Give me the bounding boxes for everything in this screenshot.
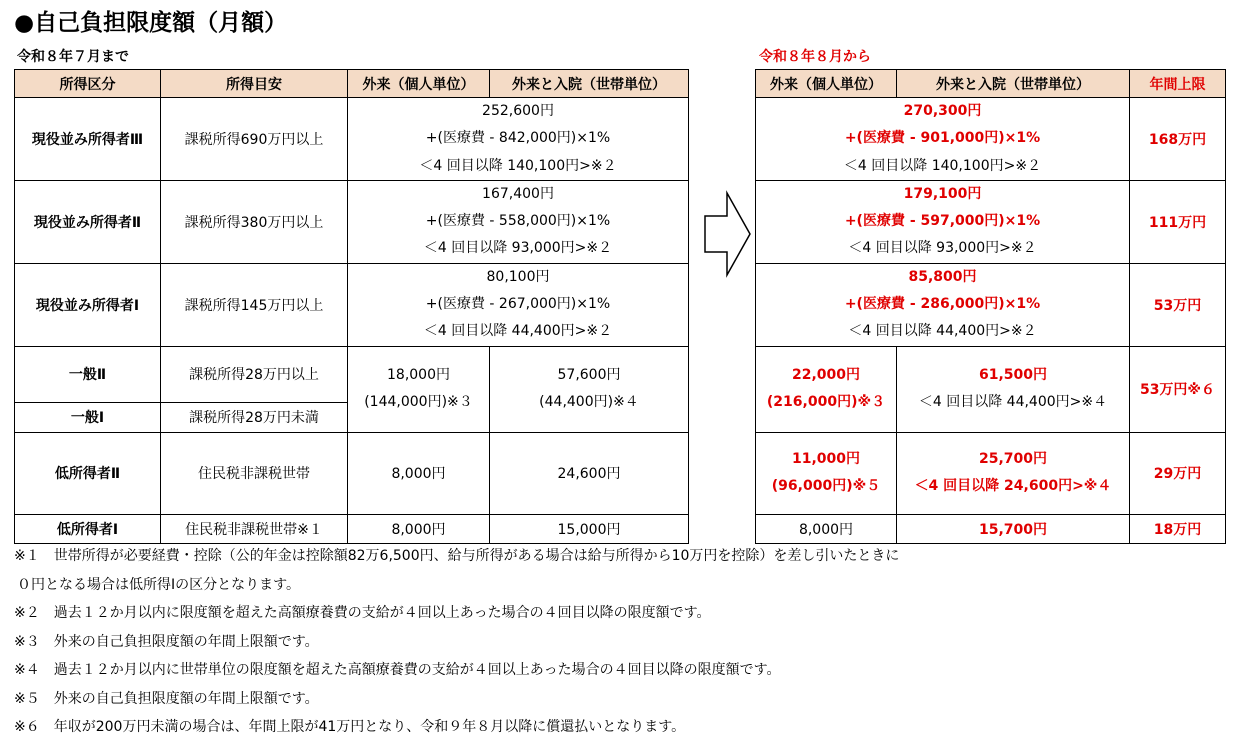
table-row (15, 180, 689, 263)
outpatient-annual: (144,000円)※３ (364, 394, 473, 411)
table-row (756, 514, 1226, 543)
limit-fourth: ＜4 回目以降 44,400円>※２ (848, 323, 1037, 340)
header-outpatient-individual: 外来（個人単位） (348, 70, 490, 98)
category-cell: 低所得者Ⅰ (15, 514, 161, 543)
right-period-label: 令和８年８月から (759, 49, 871, 65)
limit-formula: +(医療費 - 842,000円)×1% (425, 130, 611, 147)
outpatient-annual: (96,000円)※５ (771, 478, 881, 495)
outpatient-annual: (216,000円)※３ (766, 394, 886, 411)
income-cell: 住民税非課税世帯※１ (161, 514, 348, 543)
header-income-guide: 所得目安 (161, 70, 348, 98)
limit-cell (348, 180, 689, 263)
footnotes (14, 542, 1224, 742)
household-limit: 25,700円 (978, 450, 1048, 467)
limit-base: 85,800円 (908, 268, 977, 285)
footnote-1: ※１ 世帯所得が必要経費・控除（公的年金は控除額82万6,500円、給与所得がある場合は給与所得から10万円を控除）を差し引いたときに (14, 548, 900, 564)
footnote-1-cont: ０円となる場合は低所得Ⅰの区分となります。 (17, 576, 301, 593)
table-row (15, 346, 689, 402)
table-row (15, 514, 689, 543)
income-cell: 課税所得380万円以上 (161, 180, 348, 263)
household-cell (897, 346, 1130, 432)
right-arrow-icon (703, 190, 753, 278)
limit-formula: +(医療費 - 558,000円)×1% (425, 213, 611, 230)
household-cell: 15,700円 (897, 514, 1130, 543)
limit-base: 80,100円 (486, 268, 550, 285)
page-title: ●自己負担限度額（月額） (14, 10, 288, 36)
limit-fourth: ＜4 回目以降 93,000円>※２ (423, 240, 613, 257)
limit-cell (756, 98, 1130, 181)
footnote-2: ※２ 過去１２か月以内に限度額を超えた高額療養費の支給が４回以上あった場合の４回目以降の限度額です。 (14, 605, 711, 621)
category-cell: 一般Ⅰ (15, 402, 161, 432)
household-fourth: (44,400円)※４ (539, 394, 639, 411)
income-cell: 課税所得690万円以上 (161, 98, 348, 181)
income-cell: 住民税非課税世帯 (161, 432, 348, 514)
income-cell: 課税所得145万円以上 (161, 263, 348, 346)
category-cell: 現役並み所得者Ⅱ (15, 180, 161, 263)
household-limit: 57,600円 (557, 366, 621, 383)
annual-cap-cell: 111万円 (1130, 180, 1226, 263)
household-cell: 24,600円 (490, 432, 689, 514)
header-household: 外来と入院（世帯単位） (897, 70, 1130, 98)
outpatient-cell (756, 346, 897, 432)
limit-fourth: ＜4 回目以降 44,400円>※２ (423, 323, 613, 340)
outpatient-cell: 8,000円 (756, 514, 897, 543)
limit-base: 252,600円 (482, 103, 554, 119)
limit-base: 270,300円 (903, 103, 982, 119)
category-cell: 現役並み所得者Ⅰ (15, 263, 161, 346)
limit-cell (348, 263, 689, 346)
table-row (756, 98, 1226, 181)
left-limit-table (14, 69, 689, 544)
table-row (756, 263, 1226, 346)
household-cell: 15,000円 (490, 514, 689, 543)
outpatient-cell: 8,000円 (348, 432, 490, 514)
outpatient-cell: 8,000円 (348, 514, 490, 543)
limit-formula: +(医療費 - 901,000円)×1% (844, 130, 1041, 147)
outpatient-limit: 22,000円 (791, 366, 861, 383)
income-cell: 課税所得28万円未満 (161, 402, 348, 432)
limit-fourth: ＜4 回目以降 140,100円>※２ (419, 157, 617, 174)
category-cell: 現役並み所得者Ⅲ (15, 98, 161, 181)
household-cell (490, 346, 689, 432)
limit-fourth: ＜4 回目以降 140,100円>※２ (843, 157, 1042, 174)
limit-cell (756, 180, 1130, 263)
footnote-3: ※３ 外来の自己負担限度額の年間上限額です。 (14, 633, 319, 650)
annual-cap-cell: 29万円 (1130, 432, 1226, 514)
limit-formula: +(医療費 - 286,000円)×1% (844, 296, 1041, 313)
annual-cap-cell: 18万円 (1130, 514, 1226, 543)
header-household: 外来と入院（世帯単位） (490, 70, 689, 98)
table-row (756, 346, 1226, 432)
limit-formula: +(医療費 - 267,000円)×1% (425, 296, 611, 313)
limit-base: 179,100円 (903, 185, 982, 202)
outpatient-cell (348, 346, 490, 432)
limit-cell (756, 263, 1130, 346)
income-cell: 課税所得28万円以上 (161, 346, 348, 402)
footnote-5: ※５ 外来の自己負担限度額の年間上限額です。 (14, 690, 319, 707)
limit-fourth: ＜4 回目以降 93,000円>※２ (848, 240, 1037, 257)
household-limit: 61,500円 (978, 366, 1048, 383)
header-income-category: 所得区分 (15, 70, 161, 98)
right-limit-table (755, 69, 1226, 544)
annual-cap-cell: 53万円 (1130, 263, 1226, 346)
table-row (756, 180, 1226, 263)
table-row (756, 432, 1226, 514)
table-row (15, 263, 689, 346)
household-fourth: ＜4 回目以降 44,400円>※４ (918, 394, 1108, 411)
outpatient-cell (756, 432, 897, 514)
footnote-6: ※６ 年収が200万円未満の場合は、年間上限が41万円となり、令和９年８月以降に償還払いとなります。 (14, 719, 686, 735)
household-fourth: ＜4 回目以降 24,600円>※４ (914, 478, 1112, 495)
limit-cell (348, 98, 689, 181)
limit-base: 167,400円 (482, 185, 554, 202)
footnote-4: ※４ 過去１２か月以内に世帯単位の限度額を超えた高額療養費の支給が４回以上あった場合の４回目以降の限度額です。 (14, 662, 781, 678)
table-row (15, 432, 689, 514)
category-cell: 一般Ⅱ (15, 346, 161, 402)
outpatient-limit: 11,000円 (791, 450, 861, 467)
outpatient-limit: 18,000円 (387, 366, 450, 383)
category-cell: 低所得者Ⅱ (15, 432, 161, 514)
header-annual-cap: 年間上限 (1130, 70, 1226, 98)
annual-cap-cell: 168万円 (1130, 98, 1226, 181)
table-row (15, 98, 689, 181)
limit-formula: +(医療費 - 597,000円)×1% (844, 213, 1041, 230)
left-period-label: 令和８年７月まで (17, 49, 129, 65)
header-outpatient-individual: 外来（個人単位） (756, 70, 897, 98)
household-cell (897, 432, 1130, 514)
annual-cap-cell: 53万円※６ (1130, 346, 1226, 432)
